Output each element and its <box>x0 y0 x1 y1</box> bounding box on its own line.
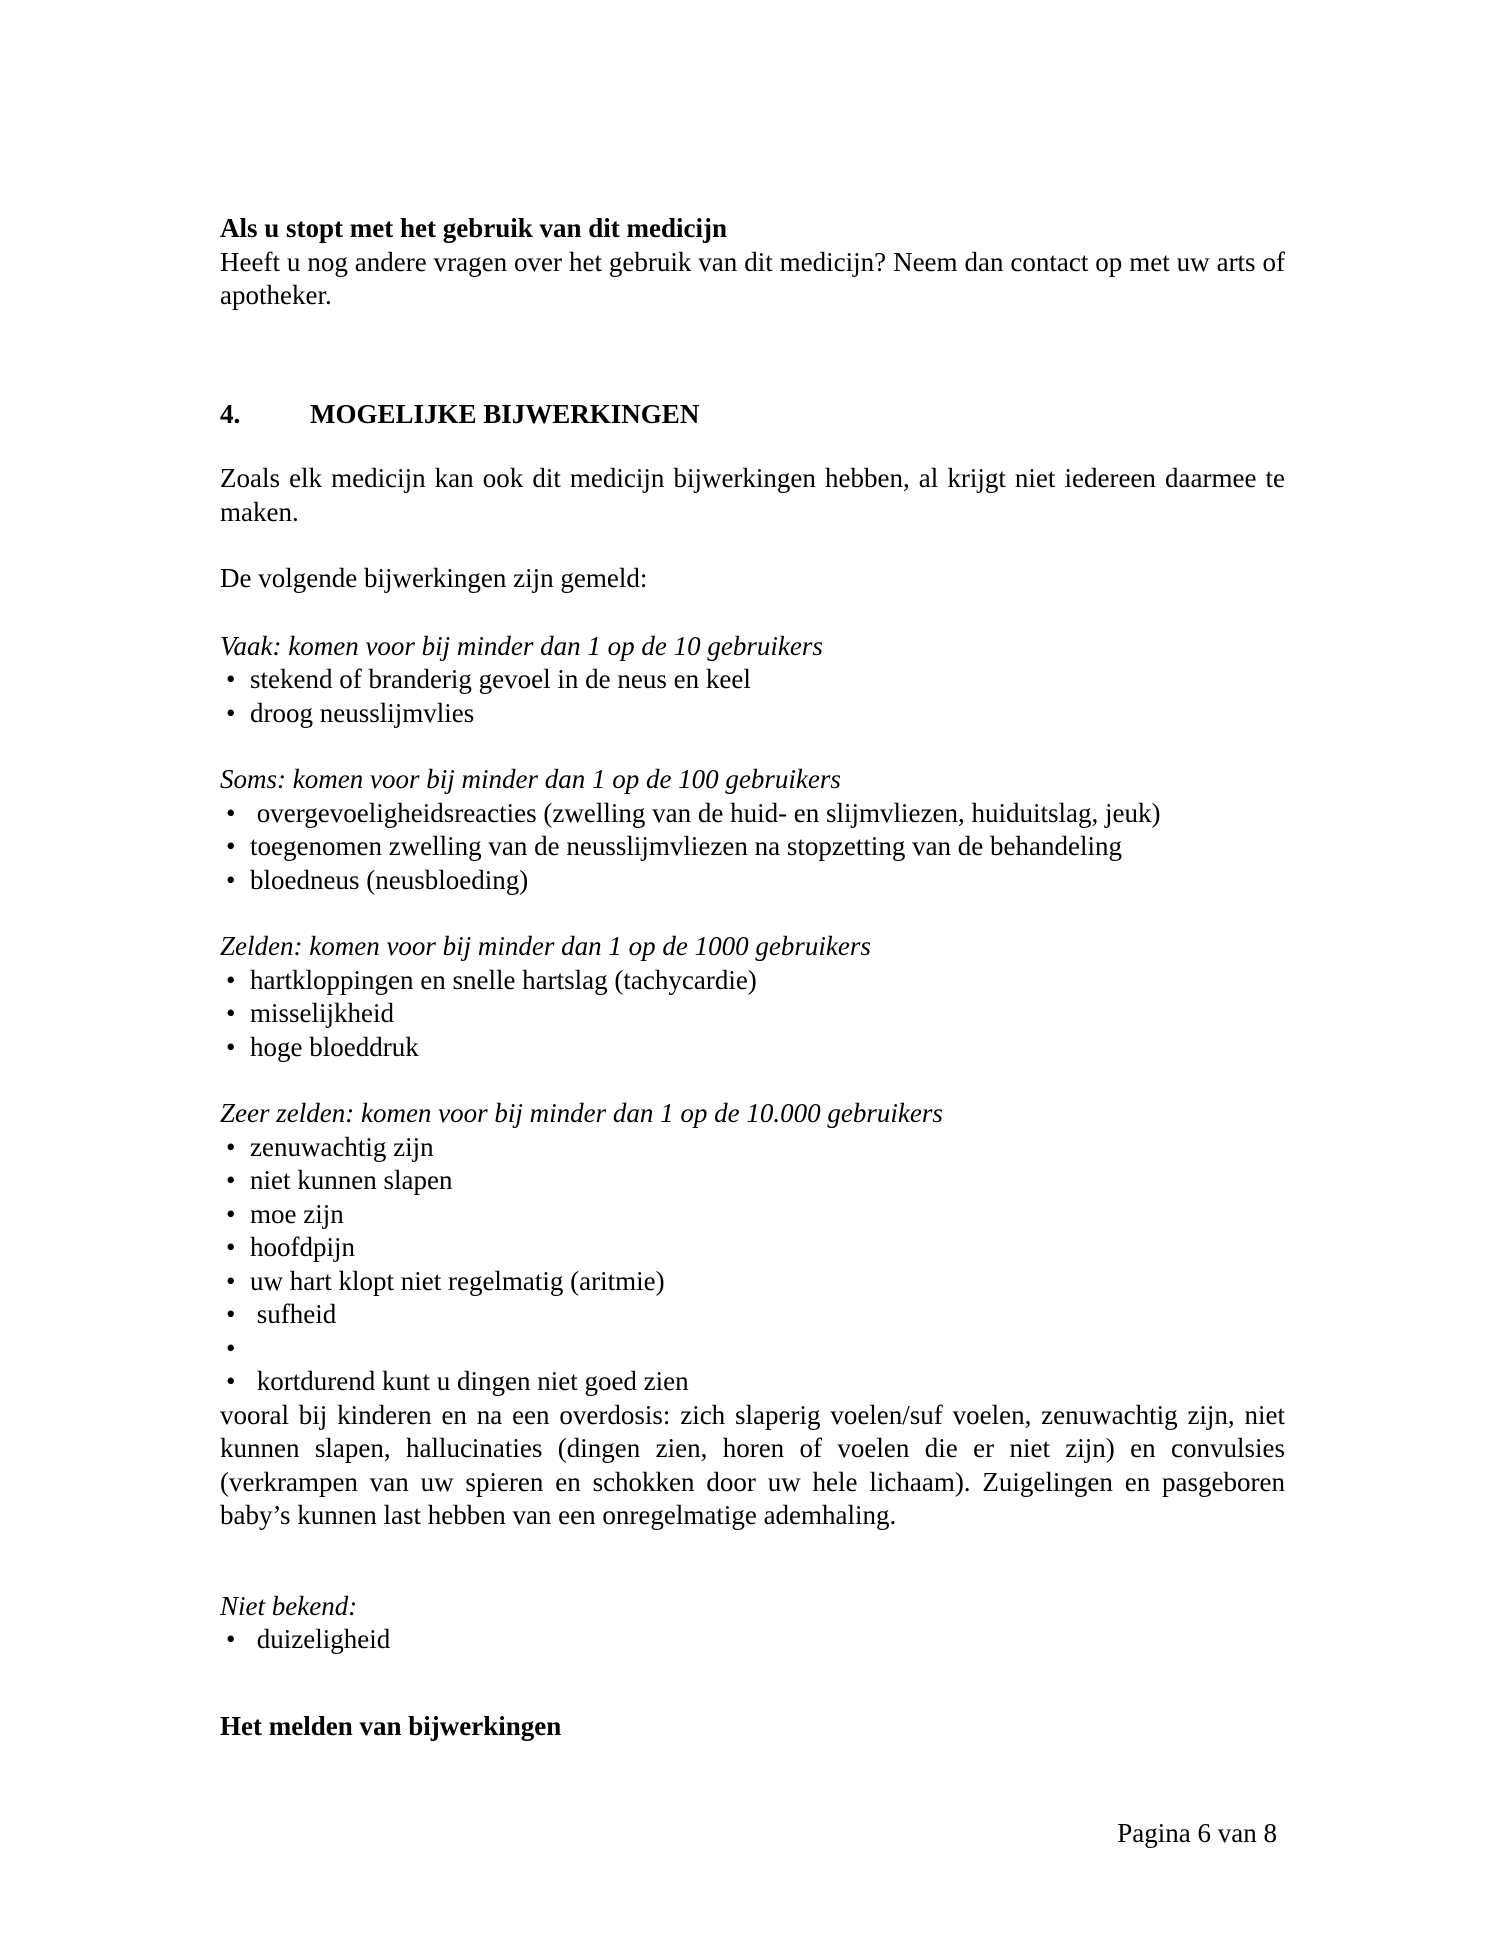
list-item-text: stekend of branderig gevoel in de neus en keel <box>250 664 751 694</box>
list-item-text: bloedneus (neusbloeding) <box>250 864 529 895</box>
section-title: MOGELIJKE BIJWERKINGEN <box>310 398 700 429</box>
list-item <box>220 1231 1285 1265</box>
frequency-group-zeer-zelden <box>220 1097 1285 1533</box>
list-item <box>220 1365 1285 1399</box>
list-item-text: duizeligheid <box>250 1624 391 1654</box>
list-item-text: kortdurend kunt u dingen niet goed zien <box>250 1366 689 1396</box>
paragraph-reported: De volgende bijwerkingen zijn gemeld: <box>220 563 648 593</box>
list-item-text: uw hart klopt niet regelmatig (aritmie) <box>250 1265 665 1296</box>
bullet-icon <box>220 663 250 697</box>
paragraph-stop-body: Heeft u nog andere vragen over het gebruik van dit medicijn? Neem dan contact op met uw arts of apotheker. <box>220 246 1285 310</box>
bullet-icon <box>220 1298 250 1332</box>
bullet-icon <box>220 1131 250 1165</box>
section-heading-4 <box>220 398 1285 432</box>
frequency-label: Zelden: komen voor bij minder dan 1 op de 1000 gebruikers <box>220 931 871 961</box>
list-item-text: hartkloppingen en snelle hartslag (tachycardie) <box>250 964 757 995</box>
frequency-label: Vaak: komen voor bij minder dan 1 op de 10 gebruikers <box>220 630 823 661</box>
document-content <box>220 0 1285 1743</box>
frequency-label: Niet bekend: <box>220 1590 358 1621</box>
frequency-group-zelden <box>220 930 1285 1064</box>
list-item <box>220 1031 1285 1065</box>
list-item-text: zenuwachtig zijn <box>250 1131 434 1162</box>
bullet-icon <box>220 1031 250 1065</box>
list-item-empty <box>220 1332 1285 1366</box>
bullet-icon <box>220 830 250 864</box>
list-item <box>220 830 1285 864</box>
bullet-icon <box>220 1231 250 1265</box>
bullet-icon <box>220 1164 250 1198</box>
frequency-group-niet-bekend <box>220 1590 1285 1657</box>
subsection-heading-stop: Als u stopt met het gebruik van dit medicijn <box>220 213 728 243</box>
list-item-text: misselijkheid <box>250 998 394 1028</box>
bullet-icon <box>220 697 250 731</box>
bullet-icon <box>220 1332 250 1366</box>
list-item <box>220 997 1285 1031</box>
list-item-text: hoofdpijn <box>250 1232 355 1262</box>
list-item <box>220 1623 1285 1657</box>
bullet-icon <box>220 797 250 831</box>
list-item <box>220 1131 1285 1165</box>
bullet-icon <box>220 1365 250 1399</box>
list-item <box>220 1298 1285 1332</box>
list-item <box>220 697 1285 731</box>
list-item <box>220 1198 1285 1232</box>
bullet-icon <box>220 997 250 1031</box>
bullet-icon <box>220 1623 250 1657</box>
paragraph-intro: Zoals elk medicijn kan ook dit medicijn bijwerkingen hebben, al krijgt niet iedereen daarmee te maken. <box>220 463 1285 527</box>
list-item-text: sufheid <box>250 1299 337 1329</box>
list-item <box>220 797 1285 831</box>
frequency-group-soms <box>220 763 1285 897</box>
bullet-icon <box>220 1265 250 1299</box>
bullet-icon <box>220 1198 250 1232</box>
list-item-text: niet kunnen slapen <box>250 1165 453 1195</box>
frequency-label: Zeer zelden: komen voor bij minder dan 1 op de 10.000 gebruikers <box>220 1098 943 1128</box>
subsection-heading-reporting: Het melden van bijwerkingen <box>220 1710 562 1741</box>
list-item-text: toegenomen zwelling van de neusslijmvliezen na stopzetting van de behandeling <box>250 831 1122 861</box>
page-number: Pagina 6 van 8 <box>1117 1818 1277 1848</box>
section-stop-usage <box>220 212 1285 313</box>
list-item <box>220 1164 1285 1198</box>
list-item-text: overgevoeligheidsreacties (zwelling van de huid- en slijmvliezen, huiduitslag, jeuk) <box>250 797 1161 828</box>
list-item <box>220 1265 1285 1299</box>
section-number: 4. <box>220 398 241 429</box>
list-item-text: droog neusslijmvlies <box>250 697 475 728</box>
list-item-text: moe zijn <box>250 1198 344 1229</box>
bullet-icon <box>220 964 250 998</box>
frequency-group-vaak <box>220 630 1285 731</box>
frequency-label: Soms: komen voor bij minder dan 1 op de 100 gebruikers <box>220 764 841 794</box>
paragraph-overdose-note: vooral bij kinderen en na een overdosis: zich slaperig voelen/suf voelen, zenuwachtig zijn, niet kunnen slapen, hallucinaties (dingen zien, horen of voelen die er niet zijn) en convulsies (verkrampen van uw spieren en schokken door uw hele lichaam). Zuigelingen en pasgeboren baby’s kunnen last hebben van een onregelmatige ademhaling. <box>220 1399 1285 1530</box>
list-item-text: hoge bloeddruk <box>250 1031 419 1062</box>
list-item <box>220 864 1285 898</box>
list-item <box>220 663 1285 697</box>
bullet-icon <box>220 864 250 898</box>
list-item <box>220 964 1285 998</box>
